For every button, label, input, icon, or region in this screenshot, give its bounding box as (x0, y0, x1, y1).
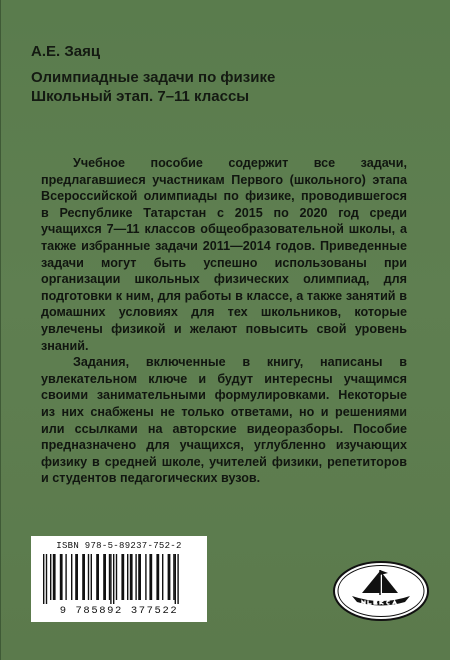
description-text (41, 155, 407, 487)
barcode-bar (138, 554, 141, 600)
barcode-bar (71, 554, 72, 600)
barcode-bar (110, 554, 111, 604)
barcode-bar (43, 554, 44, 604)
barcode-bar (88, 554, 89, 600)
barcode-bar (46, 554, 47, 604)
book-title (31, 68, 431, 106)
description-paragraph-2: Задания, включенные в книгу, написаны в увлекательном ключе и будут интересны учащимся своими занимательными формулировками. Некоторые из них снабжены не только ответами, но и решениями или ссылками на авторские видеоразборы. Пособие предназначено для учащихся, углубленно изучающих физику в средней школе, учителей физики, репетиторов и студентов педагогических вузов. (41, 355, 407, 486)
publisher-logo-icon (332, 560, 430, 622)
barcode-bar (127, 554, 128, 600)
title-line-1: Олимпиадные задачи по физике (31, 69, 276, 86)
barcode-panel (31, 536, 207, 622)
description-paragraph-1: Учебное пособие содержит все задачи, предлагавшиеся участникам Первого (школьного) этапа Всероссийской олимпиады по физике, проводившегося в Республике Татарстан с 2015 по 2020 год среди учащихся 7—11 классов общеобразовательной школы, а также избранные задачи 2011—2014 годов. Приведенные задачи могут быть успешно использованы при организации школьных физических олимпиад, для подготовки к ним, для работы в классе, а также занятий в домашних условиях для тех школьников, которые увлечены физикой и желают повысить свой уровень знаний. (41, 156, 407, 353)
barcode-bar (103, 554, 106, 600)
barcode-bars (37, 554, 201, 604)
barcode-bar (109, 554, 110, 600)
ean-digits: 9 785892 377522 (59, 605, 179, 617)
barcode-bar (162, 554, 163, 600)
barcode-bar (121, 554, 124, 600)
title-line-2: Школьный этап. 7–11 классы (31, 88, 250, 105)
barcode-bar (53, 554, 56, 600)
barcode-bar (145, 554, 146, 600)
barcode-bar (96, 554, 99, 600)
barcode-bar (65, 554, 66, 600)
barcode-bar (60, 554, 63, 600)
barcode-bar (75, 554, 78, 600)
barcode-bar (173, 554, 174, 600)
barcode-bar (177, 554, 178, 604)
barcode-bar (175, 554, 176, 604)
barcode-bar (130, 554, 133, 600)
barcode-bar (50, 554, 51, 600)
barcode-bar (149, 554, 152, 600)
barcode-bar (91, 554, 92, 600)
barcode-bar (168, 554, 171, 600)
barcode-bar (116, 554, 117, 600)
barcode-bar (135, 554, 136, 600)
barcode-bar (82, 554, 85, 600)
author-name: А.Е. Заяц (31, 43, 101, 60)
barcode-bar (156, 554, 159, 600)
barcode-bar (113, 554, 114, 604)
isbn-number: ISBN 978-5-89237-752-2 (56, 541, 182, 551)
